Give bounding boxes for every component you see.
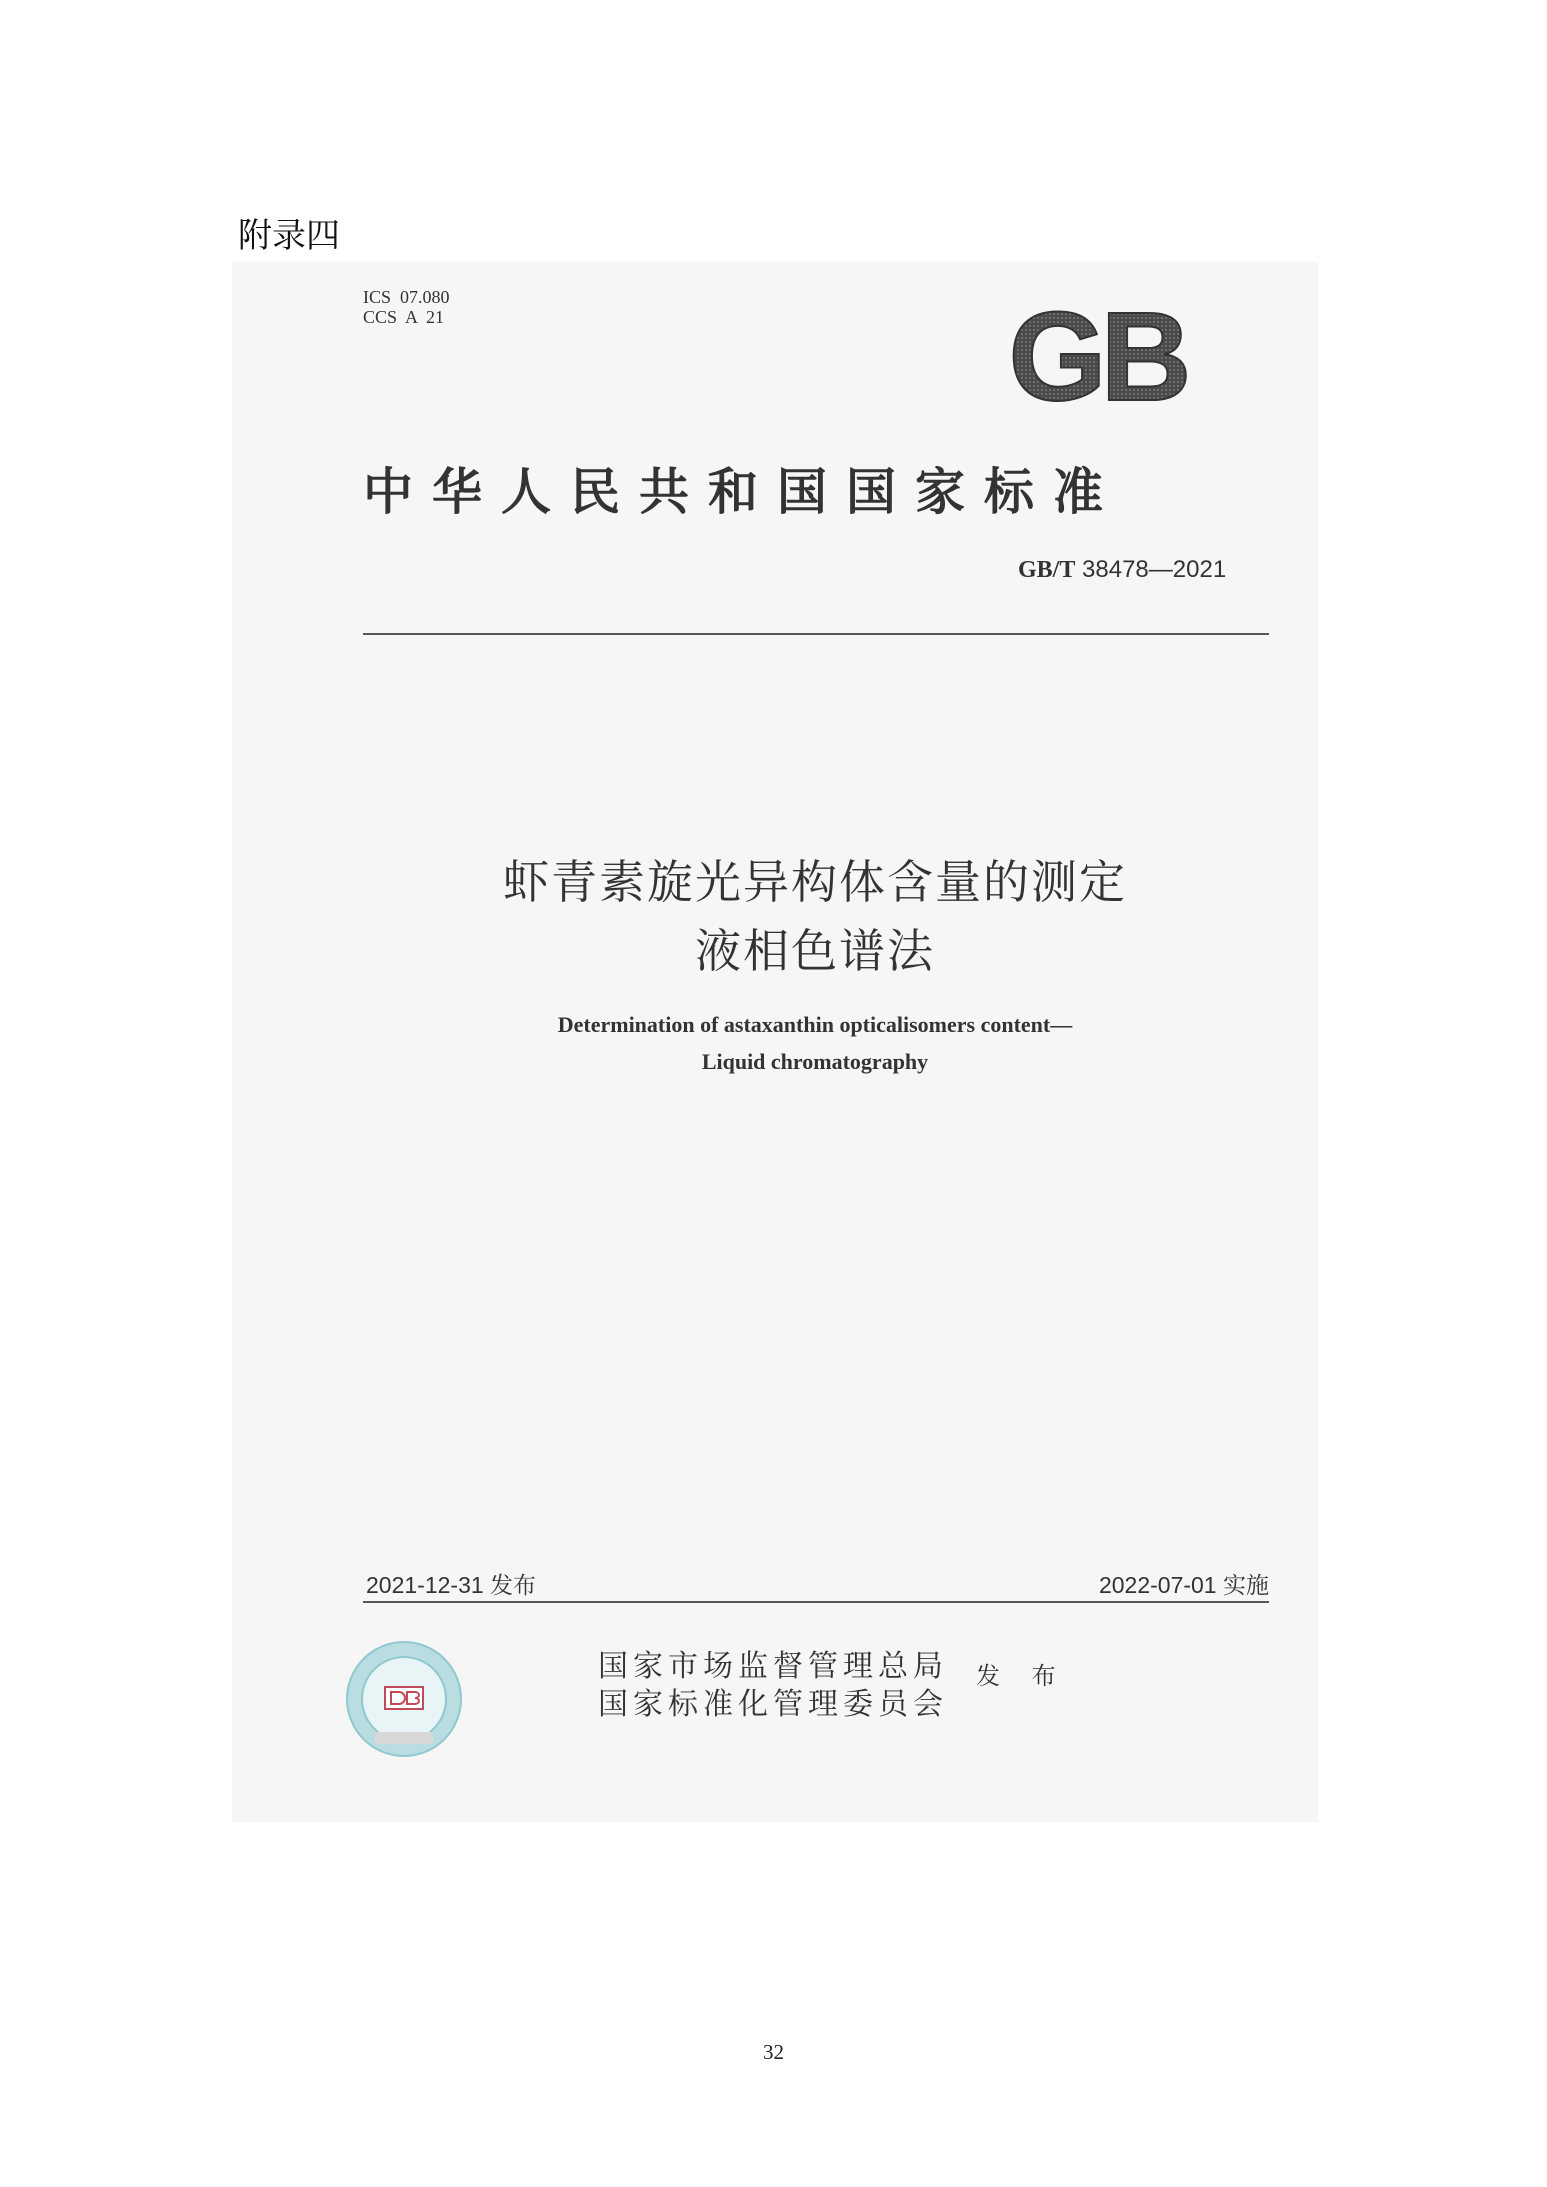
standard-prefix: GB/T bbox=[1018, 557, 1076, 583]
appendix-label: 附录四 bbox=[238, 216, 340, 256]
copyright-seal bbox=[345, 1640, 463, 1758]
issuer-line-1: 国家市场监督管理总局 bbox=[598, 1649, 948, 1684]
english-title-line-2: Liquid chromatography bbox=[701, 1049, 929, 1074]
ics-code: ICS 07.080 bbox=[363, 287, 450, 307]
implementation-date: 2022-07-01 实施 bbox=[1098, 1572, 1269, 1598]
publish-label: 发 布 bbox=[976, 1662, 1068, 1690]
gb-logo bbox=[988, 304, 1206, 410]
national-standard-title: 中华人民共和国国家标准 bbox=[363, 462, 1122, 521]
issue-date: 2021-12-31 发布 bbox=[366, 1572, 537, 1598]
chinese-title-line-2: 液相色谱法 bbox=[695, 924, 935, 978]
standard-number bbox=[1018, 556, 1226, 584]
issuer-line-2: 国家标准化管理委员会 bbox=[598, 1687, 948, 1722]
page-number: 32 bbox=[763, 2040, 784, 2064]
chinese-title-line-1: 虾青素旋光异构体含量的测定 bbox=[503, 855, 1127, 909]
standard-code: 38478—2021 bbox=[1082, 556, 1227, 583]
english-title-line-1: Determination of astaxanthin opticalisomers content— bbox=[557, 1012, 1073, 1037]
top-divider bbox=[363, 633, 1269, 635]
bottom-divider bbox=[363, 1601, 1269, 1603]
classification-codes bbox=[363, 287, 450, 327]
ccs-code: CCS A 21 bbox=[363, 307, 445, 327]
gb-logo-text: GB bbox=[1008, 304, 1186, 410]
